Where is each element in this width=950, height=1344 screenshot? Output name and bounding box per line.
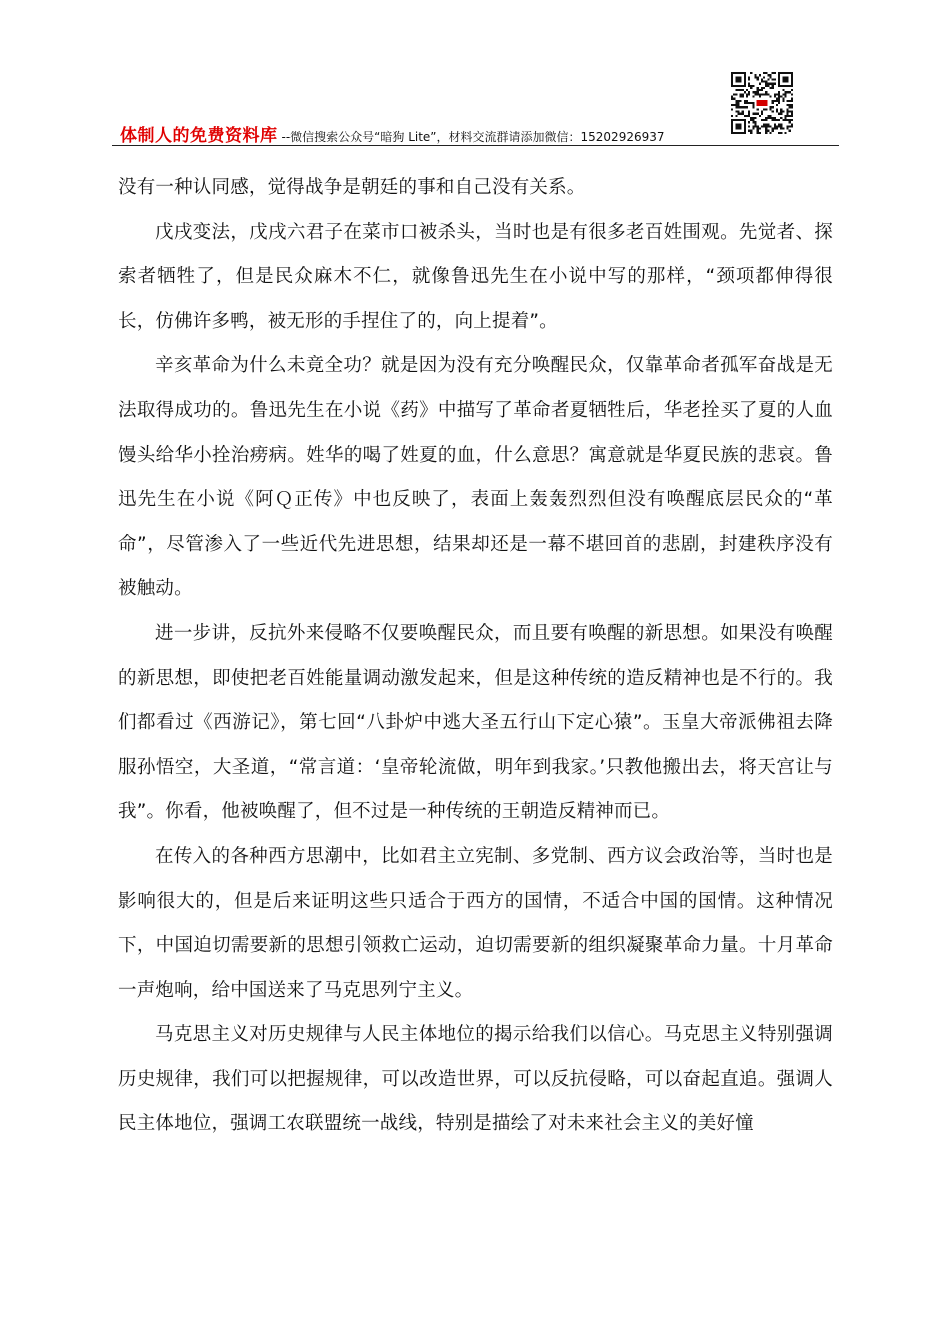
page-header xyxy=(0,60,950,150)
brand-title: 体制人的免费资料库 xyxy=(120,126,278,146)
paragraph-5: 在传入的各种西方思潮中，比如君主立宪制、多党制、西方议会政治等，当时也是影响很大的，但是后来证明这些只适合于西方的国情，不适合中国的国情。这种情况下，中国迫切需要新的思想引领救亡运动，迫切需要新的组织凝聚革命力量。十月革命一声炮响，给中国送来了马克思列宁主义。 xyxy=(118,845,833,1001)
paragraph-4: 进一步讲，反抗外来侵略不仅要唤醒民众，而且要有唤醒的新思想。如果没有唤醒的新思想，即使把老百姓能量调动激发起来，但是这种传统的造反精神也是不行的。我们都看过《西游记》，第七回“八卦炉中逃大圣五行山下定心猿”。玉皇大帝派佛祖去降服孙悟空，大圣道，“常言道：‘皇帝轮流做，明年到我家。’只教他搬出去，将天宫让与我”。你看，他被唤醒了，但不过是一种传统的王朝造反精神而已。 xyxy=(118,622,833,823)
header-note: --微信搜索公众号“暗狗 Lite”，材料交流群请添加微信：15202926937 xyxy=(281,130,665,144)
paragraph-3: 辛亥革命为什么未竟全功？就是因为没有充分唤醒民众，仅靠革命者孤军奋战是无法取得成功的。鲁迅先生在小说《药》中描写了革命者夏牺牲后，华老拴买了夏的人血馒头给华小拴治痨病。姓华的喝了姓夏的血，什么意思？寓意就是华夏民族的悲哀。鲁迅先生在小说《阿Ｑ正传》中也反映了，表面上轰轰烈烈但没有唤醒底层民众的“革命”，尽管渗入了一些近代先进思想，结果却还是一幕不堪回首的悲剧，封建秩序没有被触动。 xyxy=(118,355,833,600)
article-body xyxy=(118,166,833,1147)
paragraph-2: 戊戌变法，戊戌六君子在菜市口被杀头，当时也是有很多老百姓围观。先觉者、探索者牺牲了，但是民众麻木不仁，就像鲁迅先生在小说中写的那样，“颈项都伸得很长，仿佛许多鸭，被无形的手捏住了的，向上提着”。 xyxy=(118,221,833,332)
header-divider xyxy=(112,145,839,146)
paragraph-1: 没有一种认同感，觉得战争是朝廷的事和自己没有关系。 xyxy=(118,177,586,198)
paragraph-6: 马克思主义对历史规律与人民主体地位的揭示给我们以信心。马克思主义特别强调历史规律，我们可以把握规律，可以改造世界，可以反抗侵略，可以奋起直追。强调人民主体地位，强调工农联盟统一战线，特别是描绘了对未来社会主义的美好憧 xyxy=(118,1024,833,1135)
